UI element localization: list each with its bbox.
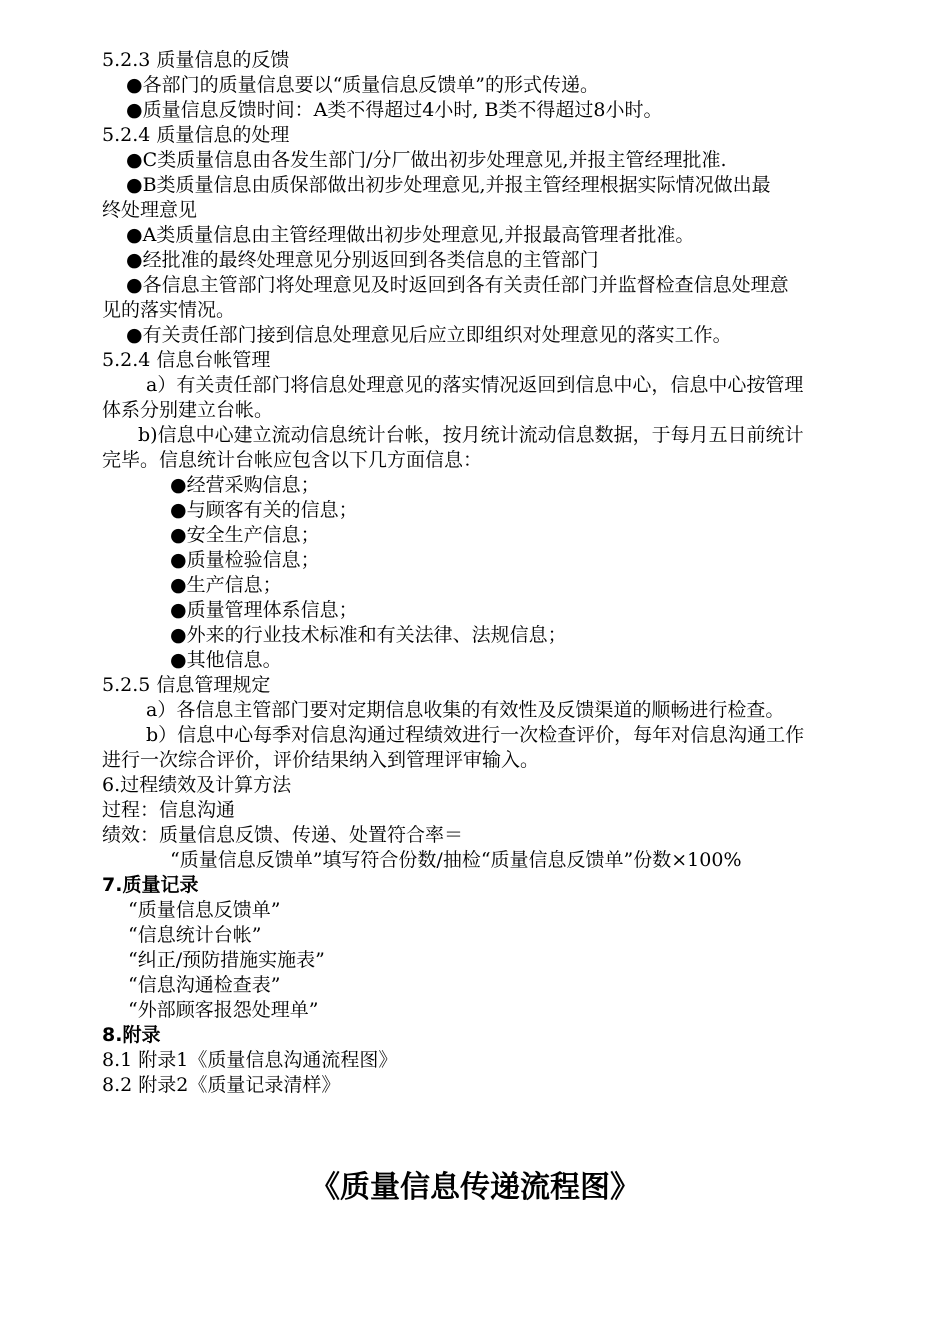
- section-heading-5-2-4: 5.2.4 质量信息的处理: [102, 124, 290, 146]
- performance-line: 绩效：质量信息反馈、传递、处置符合率＝: [102, 824, 464, 846]
- list-item: ●B类质量信息由质保部做出初步处理意见,并报主管经理根据实际情况做出最: [126, 174, 771, 196]
- paragraph-b: b)信息中心建立流动信息统计台帐，按月统计流动信息数据，于每月五日前统计: [138, 424, 804, 446]
- list-item: ●经营采购信息；: [170, 474, 320, 496]
- flowchart-title: 《质量信息传递流程图》: [310, 1170, 640, 1205]
- section-heading-6: 6.过程绩效及计算方法: [102, 774, 292, 796]
- section-heading-5-2-3: 5.2.3 质量信息的反馈: [102, 49, 290, 71]
- record-item: “外部顾客报怨处理单”: [128, 999, 319, 1021]
- list-item: ●生产信息；: [170, 574, 282, 596]
- list-item: ●外来的行业技术标准和有关法律、法规信息；: [170, 624, 567, 646]
- list-item: ●C类质量信息由各发生部门/分厂做出初步处理意见,并报主管经理批准.: [126, 149, 727, 171]
- list-item-continuation: 见的落实情况。: [102, 299, 236, 321]
- paragraph-b-continuation: 进行一次综合评价，评价结果纳入到管理评审输入。: [102, 749, 540, 771]
- list-item: ●有关责任部门接到信息处理意见后应立即组织对处理意见的落实工作。: [126, 324, 732, 346]
- paragraph-a: a）有关责任部门将信息处理意见的落实情况返回到信息中心，信息中心按管理: [146, 374, 804, 396]
- list-item: ●安全生产信息；: [170, 524, 320, 546]
- section-heading-ledger: 5.2.4 信息台帐管理: [102, 349, 271, 371]
- process-line: 过程：信息沟通: [102, 799, 236, 821]
- list-item: ●经批准的最终处理意见分别返回到各类信息的主管部门: [126, 249, 599, 271]
- list-item: ●各信息主管部门将处理意见及时返回到各有关责任部门并监督检查信息处理意: [126, 274, 789, 296]
- formula-line: “质量信息反馈单”填写符合份数/抽检“质量信息反馈单”份数×100%: [170, 849, 742, 871]
- paragraph-b: b）信息中心每季对信息沟通过程绩效进行一次检查评价，每年对信息沟通工作: [146, 724, 805, 746]
- paragraph-b-continuation: 完毕。信息统计台帐应包含以下几方面信息：: [102, 449, 483, 471]
- record-item: “质量信息反馈单”: [128, 899, 281, 921]
- paragraph-a: a）各信息主管部门要对定期信息收集的有效性及反馈渠道的顺畅进行检查。: [146, 699, 785, 721]
- list-item-continuation: 终处理意见: [102, 199, 198, 221]
- record-item: “纠正/预防措施实施表”: [128, 949, 325, 971]
- appendix-item: 8.1 附录1《质量信息沟通流程图》: [102, 1049, 398, 1071]
- section-heading-8: 8.附录: [102, 1024, 161, 1046]
- list-item: ●其他信息。: [170, 649, 282, 671]
- record-item: “信息沟通检查表”: [128, 974, 281, 996]
- section-heading-7: 7.质量记录: [102, 874, 199, 896]
- list-item: ●质量检验信息；: [170, 549, 320, 571]
- section-heading-5-2-5: 5.2.5 信息管理规定: [102, 674, 271, 696]
- list-item: ●各部门的质量信息要以“质量信息反馈单”的形式传递。: [126, 74, 600, 96]
- list-item: ●质量信息反馈时间：A类不得超过4小时, B类不得超过8小时。: [126, 99, 663, 121]
- list-item: ●A类质量信息由主管经理做出初步处理意见,并报最高管理者批准。: [126, 224, 695, 246]
- list-item: ●质量管理体系信息；: [170, 599, 358, 621]
- record-item: “信息统计台帐”: [128, 924, 262, 946]
- appendix-item: 8.2 附录2《质量记录清样》: [102, 1074, 341, 1096]
- paragraph-a-continuation: 体系分别建立台帐。: [102, 399, 274, 421]
- list-item: ●与顾客有关的信息；: [170, 499, 358, 521]
